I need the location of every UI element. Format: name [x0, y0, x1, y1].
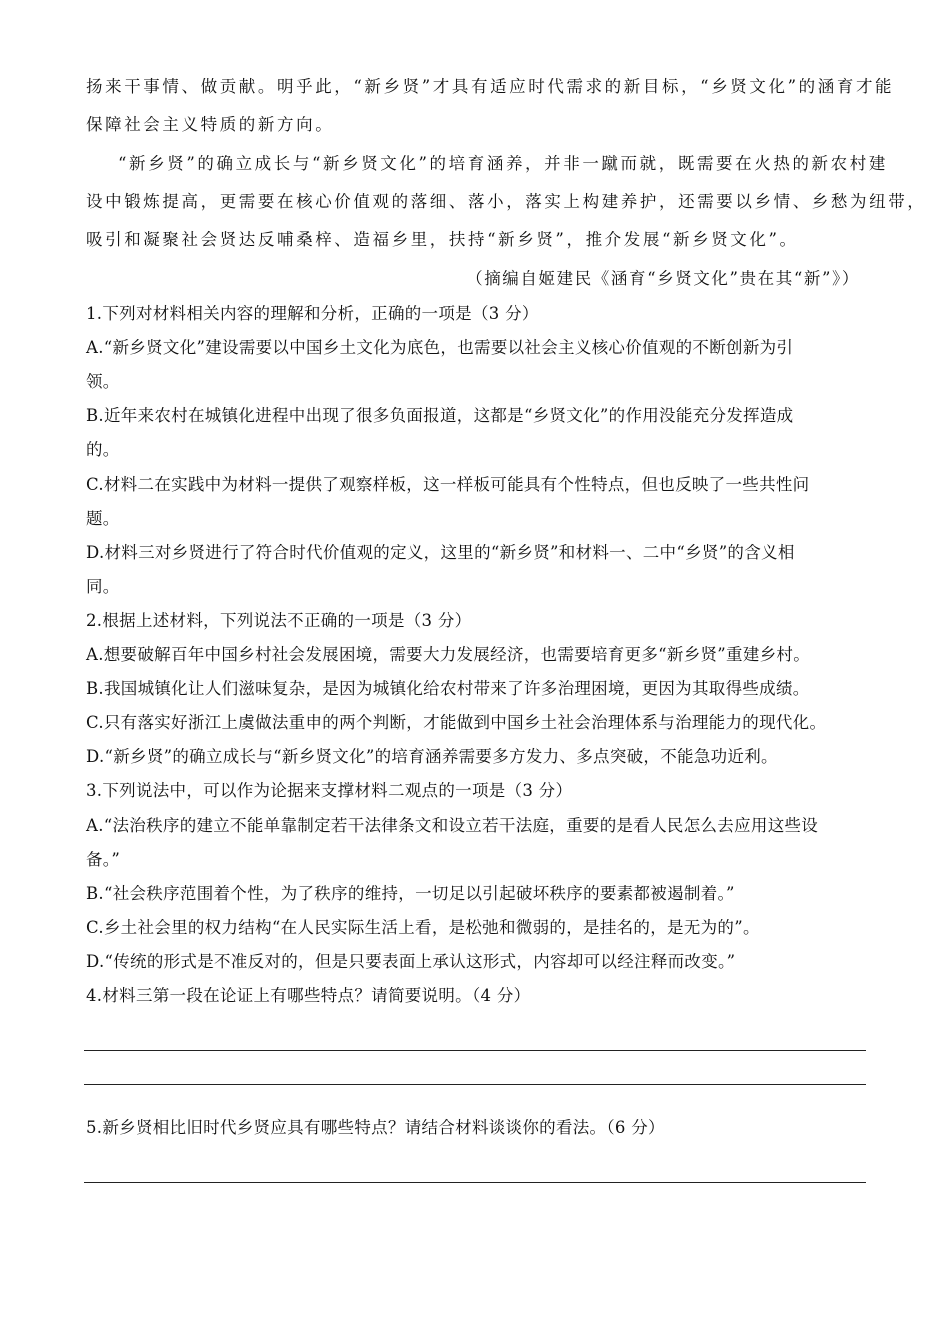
q3-option-c: C.乡土社会里的权力结构“在人民实际生活上看，是松弛和微弱的，是挂名的，是无为的”。: [86, 918, 760, 937]
passage-line-4: 设中锻炼提高，更需要在核心价值观的落细、落小，落实上构建养护，还需要以乡情、乡愁为纽带，: [86, 192, 927, 211]
passage-line-3: “新乡贤”的确立成长与“新乡贤文化”的培育涵养，并非一蹴而就，既需要在火热的新农村建: [118, 154, 888, 173]
q3-option-d: D.“传统的形式是不准反对的，但是只要表面上承认这形式，内容却可以经注释而改变。”: [86, 952, 736, 971]
q2-option-c: C.只有落实好浙江上虞做法重申的两个判断，才能做到中国乡土社会治理体系与治理能力的现代化。: [86, 713, 827, 732]
q4-answer-line-1[interactable]: [84, 1050, 866, 1051]
q2-option-d: D.“新乡贤”的确立成长与“新乡贤文化”的培育涵养需要多方发力、多点突破，不能急功近利。: [86, 747, 778, 766]
passage-source: （摘编自姬建民《涵育“乡贤文化”贵在其“新”》）: [466, 269, 860, 288]
q2-option-b: B.我国城镇化让人们滋味复杂，是因为城镇化给农村带来了许多治理困境，更因为其取得些成绩。: [86, 679, 810, 698]
q1-option-d: D.材料三对乡贤进行了符合时代价值观的定义，这里的“新乡贤”和材料一、二中“乡贤”的含义相: [86, 543, 795, 562]
q2-option-a: A.想要破解百年中国乡村社会发展困境，需要大力发展经济，也需要培育更多“新乡贤”重建乡村。: [86, 645, 811, 664]
q1-option-c-cont: 题。: [86, 509, 120, 528]
q3-option-b: B.“社会秩序范围着个性，为了秩序的维持，一切足以引起破坏秩序的要素都被遏制着。”: [86, 884, 735, 903]
passage-line-5: 吸引和凝聚社会贤达反哺桑梓、造福乡里，扶持“新乡贤”，推介发展“新乡贤文化”。: [86, 230, 799, 249]
q1-option-c: C.材料二在实践中为材料一提供了观察样板，这一样板可能具有个性特点，但也反映了一些共性问: [86, 475, 810, 494]
q3-option-a-cont: 备。”: [86, 850, 121, 869]
q1-option-a-cont: 领。: [86, 372, 120, 391]
q1-option-b-cont: 的。: [86, 440, 120, 459]
passage-line-2: 保障社会主义特质的新方向。: [86, 115, 335, 134]
q5-answer-line-1[interactable]: [84, 1182, 866, 1183]
q1-option-b: B.近年来农村在城镇化进程中出现了很多负面报道，这都是“乡贤文化”的作用没能充分发挥造成: [86, 406, 794, 425]
q1-stem: 1.下列对材料相关内容的理解和分析，正确的一项是（3 分）: [86, 304, 539, 323]
q4-answer-line-2[interactable]: [84, 1084, 866, 1085]
q3-option-a: A.“法治秩序的建立不能单靠制定若干法律条文和设立若干法庭，重要的是看人民怎么去应用这些设: [86, 816, 819, 835]
q4-stem: 4.材料三第一段在论证上有哪些特点？请简要说明。（4 分）: [86, 986, 531, 1005]
q1-option-a: A.“新乡贤文化”建设需要以中国乡土文化为底色，也需要以社会主义核心价值观的不断创新为引: [86, 338, 794, 357]
passage-line-1: 扬来干事情、做贡献。明乎此，“新乡贤”才具有适应时代需求的新目标，“乡贤文化”的涵育才能: [86, 77, 895, 96]
q5-stem: 5.新乡贤相比旧时代乡贤应具有哪些特点？请结合材料谈谈你的看法。（6 分）: [86, 1118, 665, 1137]
q1-option-d-cont: 同。: [86, 577, 120, 596]
q2-stem: 2.根据上述材料，下列说法不正确的一项是（3 分）: [86, 611, 472, 630]
q3-stem: 3.下列说法中，可以作为论据来支撑材料二观点的一项是（3 分）: [86, 781, 573, 800]
